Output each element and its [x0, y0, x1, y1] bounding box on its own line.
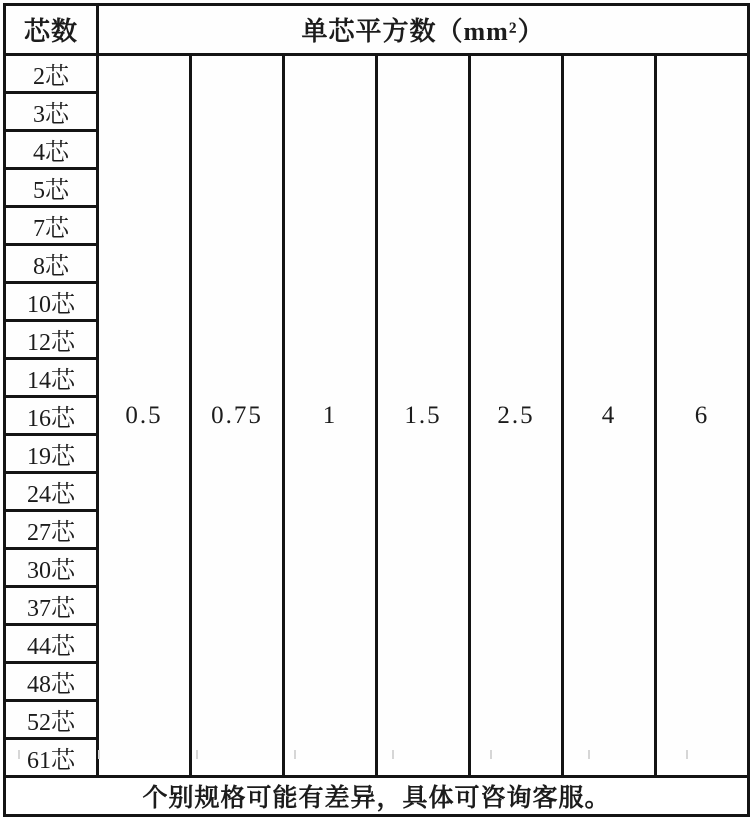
core-count-cell: 16芯	[5, 397, 98, 435]
partial-next-row	[0, 750, 750, 760]
core-count-cell: 8芯	[5, 245, 98, 283]
faint-gridline	[98, 750, 100, 759]
core-count-cell: 5芯	[5, 169, 98, 207]
core-count-cell: 61芯	[5, 739, 98, 777]
core-count-cell: 3芯	[5, 93, 98, 131]
core-count-cell: 14芯	[5, 359, 98, 397]
faint-gridline	[490, 750, 492, 759]
core-count-cell: 7芯	[5, 207, 98, 245]
core-count-cell: 10芯	[5, 283, 98, 321]
faint-gridline	[588, 750, 590, 759]
faint-gridline	[196, 750, 198, 759]
table-body	[5, 55, 749, 777]
size-value-cell: 0.5	[98, 55, 191, 777]
footer-note: 个别规格可能有差异，具体可咨询客服。	[5, 777, 749, 816]
size-value-cell: 6	[656, 55, 749, 777]
table-footer	[5, 777, 749, 816]
core-count-cell: 48芯	[5, 663, 98, 701]
core-count-cell: 24芯	[5, 473, 98, 511]
core-count-cell: 2芯	[5, 55, 98, 93]
header-size: 单芯平方数（mm²）	[98, 5, 749, 55]
size-value-cell: 1.5	[377, 55, 470, 777]
size-value-cell: 0.75	[191, 55, 284, 777]
size-value-cell: 4	[563, 55, 656, 777]
core-count-cell: 19芯	[5, 435, 98, 473]
cable-spec-table	[3, 3, 750, 817]
core-count-cell: 4芯	[5, 131, 98, 169]
size-value-cell: 1	[284, 55, 377, 777]
core-count-cell: 12芯	[5, 321, 98, 359]
faint-gridline	[294, 750, 296, 759]
table-header	[5, 5, 749, 55]
table-row	[5, 55, 749, 93]
core-count-cell: 37芯	[5, 587, 98, 625]
core-count-cell: 27芯	[5, 511, 98, 549]
core-count-cell: 52芯	[5, 701, 98, 739]
core-count-cell: 30芯	[5, 549, 98, 587]
faint-gridline	[392, 750, 394, 759]
size-value-cell: 2.5	[470, 55, 563, 777]
footer-row	[5, 777, 749, 816]
core-count-cell: 44芯	[5, 625, 98, 663]
header-row	[5, 5, 749, 55]
faint-gridline	[686, 750, 688, 759]
faint-gridline	[18, 750, 20, 759]
header-core-count: 芯数	[5, 5, 98, 55]
